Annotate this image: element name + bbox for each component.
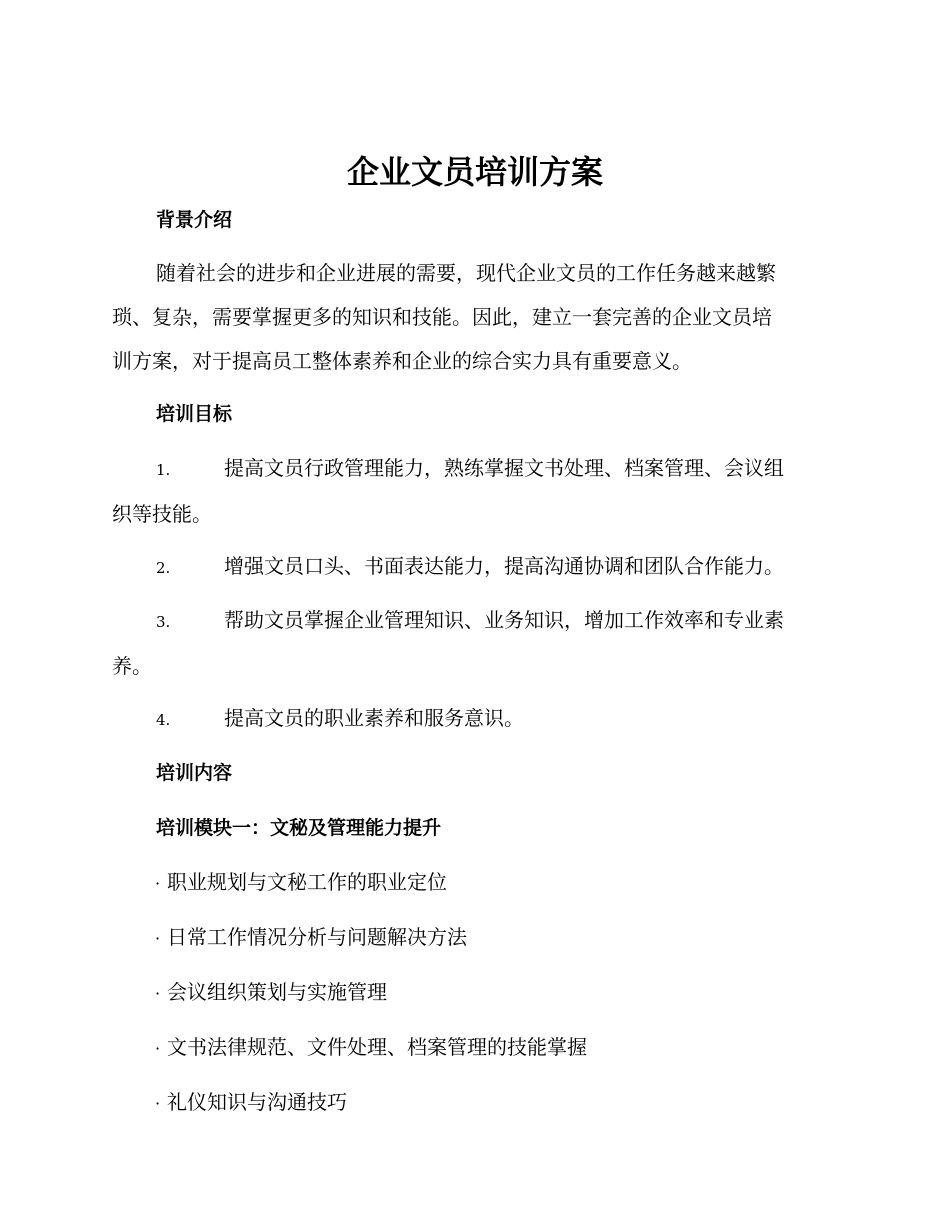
bullet-icon: · — [155, 1039, 161, 1058]
goal-text-continued: 织等技能。 — [112, 502, 212, 526]
bullet-icon: · — [155, 929, 161, 948]
section-heading-content: 培训内容 — [156, 762, 233, 784]
list-item-text: 职业规划与文秘工作的职业定位 — [167, 870, 447, 894]
goal-item-2 — [112, 544, 837, 590]
goal-number: 2. — [156, 559, 171, 577]
paragraph-line: 琐、复杂，需要掌握更多的知识和技能。因此，建立一套完善的企业文员培 — [112, 305, 772, 329]
goal-text: 帮助文员掌握企业管理知识、业务知识，增加工作效率和专业素 — [224, 608, 784, 632]
list-item-text: 日常工作情况分析与问题解决方法 — [167, 925, 467, 949]
section-heading-background: 背景介绍 — [156, 209, 233, 231]
goal-item-3 — [112, 598, 837, 688]
list-item-text: 礼仪知识与沟通技巧 — [167, 1090, 347, 1114]
list-item-text: 会议组织策划与实施管理 — [167, 980, 387, 1004]
document-title: 企业文员培训方案 — [346, 153, 603, 191]
list-item-text: 文书法律规范、文件处理、档案管理的技能掌握 — [167, 1035, 587, 1059]
list-item — [155, 923, 467, 953]
paragraph-line: 训方案，对于提高员工整体素养和企业的综合实力具有重要意义。 — [112, 349, 692, 373]
bullet-icon: · — [155, 984, 161, 1003]
list-item — [155, 978, 387, 1008]
list-item — [155, 868, 447, 898]
paragraph-line: 随着社会的进步和企业进展的需要，现代企业文员的工作任务越来越繁 — [156, 261, 776, 285]
list-item — [155, 1033, 587, 1063]
goal-item-4 — [112, 696, 837, 742]
goal-text: 提高文员的职业素养和服务意识。 — [224, 706, 524, 730]
goal-number: 4. — [156, 711, 171, 729]
list-item — [155, 1088, 347, 1118]
bullet-icon: · — [155, 874, 161, 893]
bullet-icon: · — [155, 1094, 161, 1113]
section-heading-goals: 培训目标 — [156, 403, 233, 425]
goal-text-continued: 养。 — [112, 654, 152, 678]
module-title: 培训模块一：文秘及管理能力提升 — [156, 817, 442, 839]
goal-number: 1. — [156, 461, 171, 479]
background-paragraph — [112, 251, 837, 383]
goal-text: 提高文员行政管理能力，熟练掌握文书处理、档案管理、会议组 — [224, 456, 784, 480]
goal-item-1 — [112, 446, 837, 536]
goal-number: 3. — [156, 613, 171, 631]
goal-text: 增强文员口头、书面表达能力，提高沟通协调和团队合作能力。 — [224, 554, 784, 578]
